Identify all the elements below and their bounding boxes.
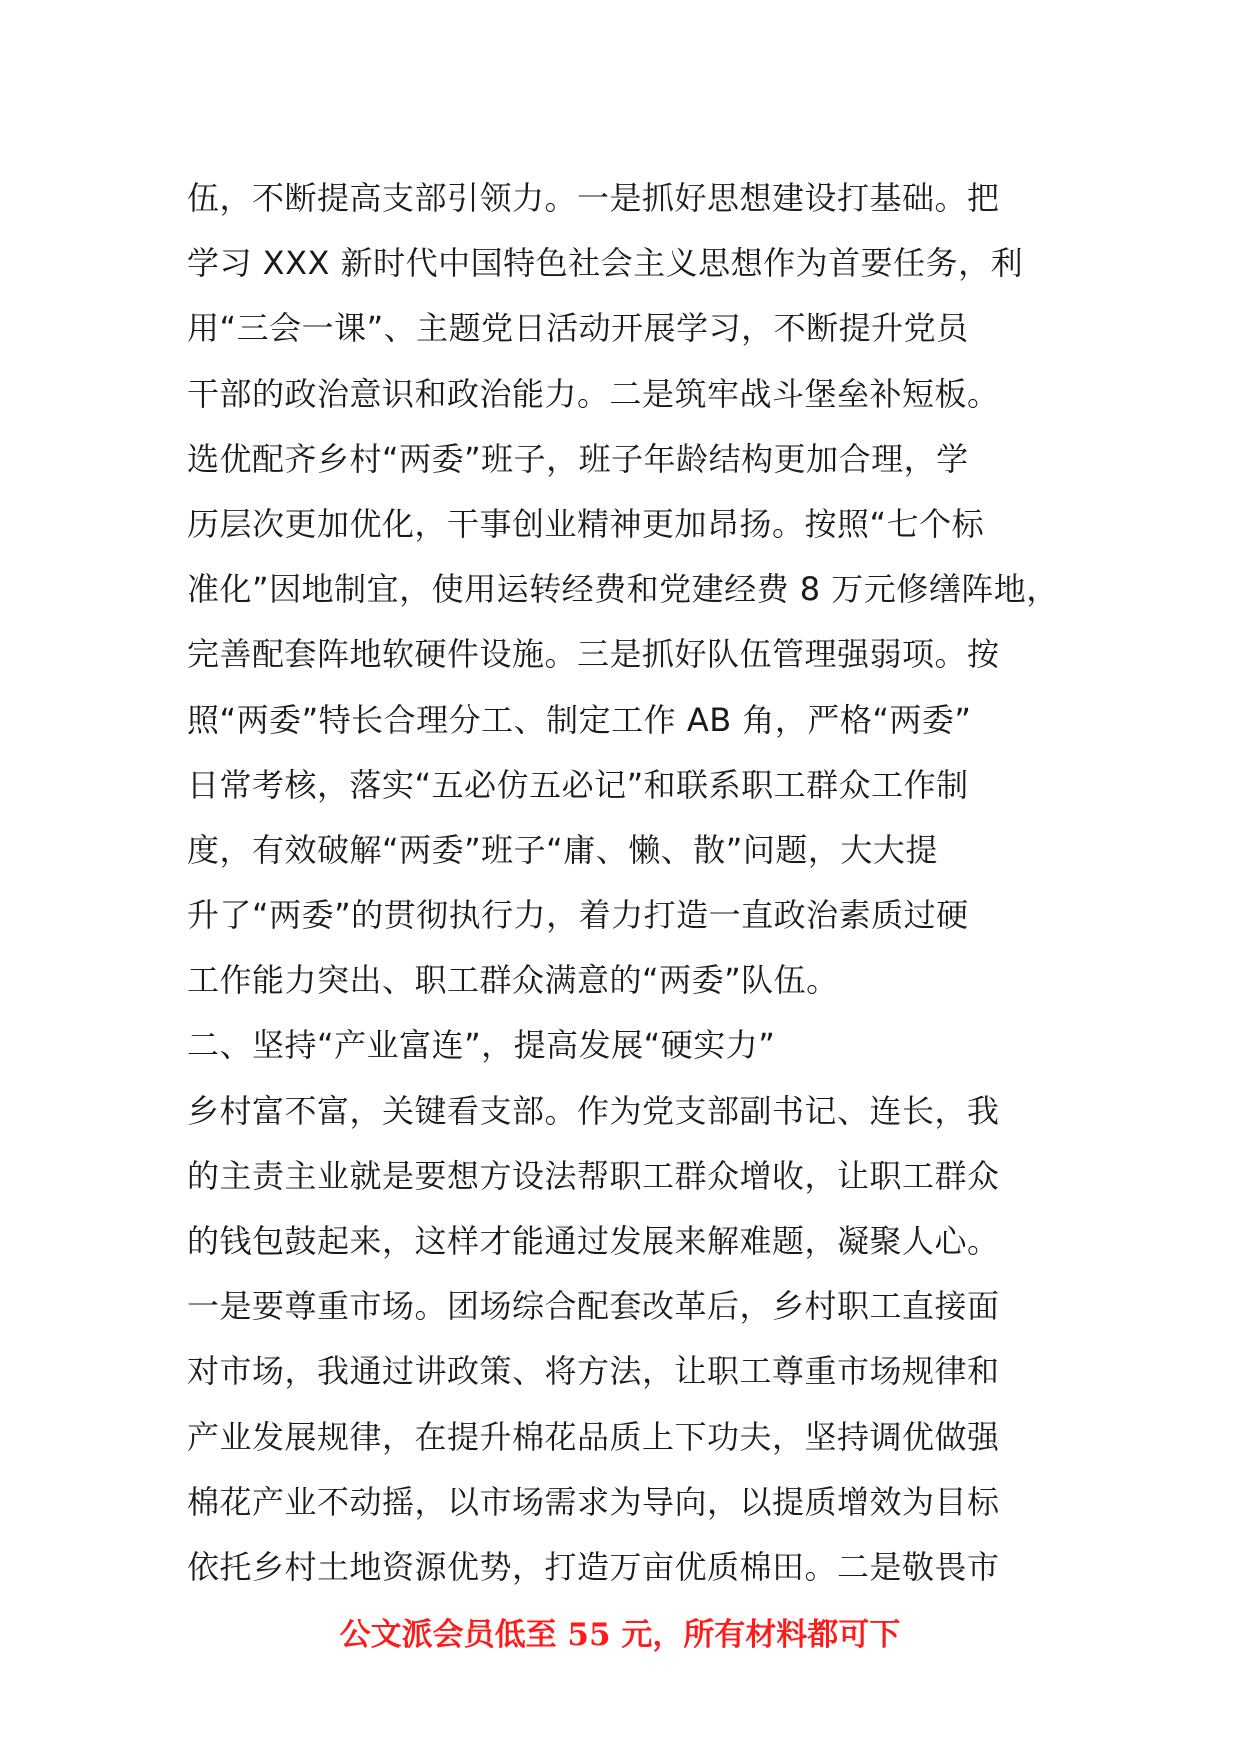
text-line: 工作能力突出、职工群众满意的“两委”队伍。 [187, 961, 839, 1000]
text-line: 对市场，我通过讲政策、将方法，让职工尊重市场规律和 [187, 1352, 1000, 1391]
text-line: 棉花产业不动摇，以市场需求为导向，以提质增效为目标 [187, 1482, 1000, 1521]
text-line: 的钱包鼓起来，这样才能通过发展来解难题，凝聚人心。 [187, 1222, 1000, 1260]
text-line: 准化”因地制宜，使用运转经费和党建经费 8 万元修缮阵地， [187, 570, 1059, 609]
promo-footer-note: 公文派会员低至 55 元，所有材料都可下 [339, 1617, 901, 1653]
text-line: 选优配齐乡村“两委”班子，班子年龄结构更加合理，学 [187, 439, 969, 478]
text-line: 完善配套阵地软硬件设施。三是抓好队伍管理强弱项。按 [187, 635, 1000, 674]
text-line: 度，有效破解“两委”班子“庸、懒、散”问题，大大提 [187, 830, 938, 869]
text-line: 产业发展规律，在提升棉花品质上下功夫，坚持调优做强 [187, 1417, 1000, 1456]
text-line: 干部的政治意识和政治能力。二是筑牢战斗堡垒补短板。 [187, 374, 1000, 413]
text-line: 依托乡村土地资源优势，打造万亩优质棉田。二是敬畏市 [187, 1547, 1000, 1586]
text-line: 日常考核，落实“五必仿五必记”和联系职工群众工作制 [187, 765, 969, 804]
text-line: 升了“两委”的贯彻执行力，着力打造一直政治素质过硬 [187, 896, 969, 935]
text-line: 的主责主业就是要想方设法帮职工群众增收，让职工群众 [187, 1156, 1000, 1195]
text-line: 一是要尊重市场。团场综合配套改革后，乡村职工直接面 [187, 1287, 1000, 1326]
section-heading: 二、坚持“产业富连”，提高发展“硬实力” [187, 1026, 776, 1065]
text-line: 历层次更加优化，干事创业精神更加昂扬。按照“七个标 [187, 504, 985, 543]
document-body [187, 166, 1087, 1600]
text-line: 照“两委”特长合理分工、制定工作 AB 角，严格“两委” [187, 700, 972, 739]
text-line: 学习 XXX 新时代中国特色社会主义思想作为首要任务，利 [187, 244, 1024, 283]
text-line: 用“三会一课”、主题党日活动开展学习，不断提升党员 [187, 309, 969, 348]
text-line: 乡村富不富，关键看支部。作为党支部副书记、连长，我 [187, 1091, 1000, 1130]
text-line: 伍，不断提高支部引领力。一是抓好思想建设打基础。把 [187, 179, 1000, 217]
